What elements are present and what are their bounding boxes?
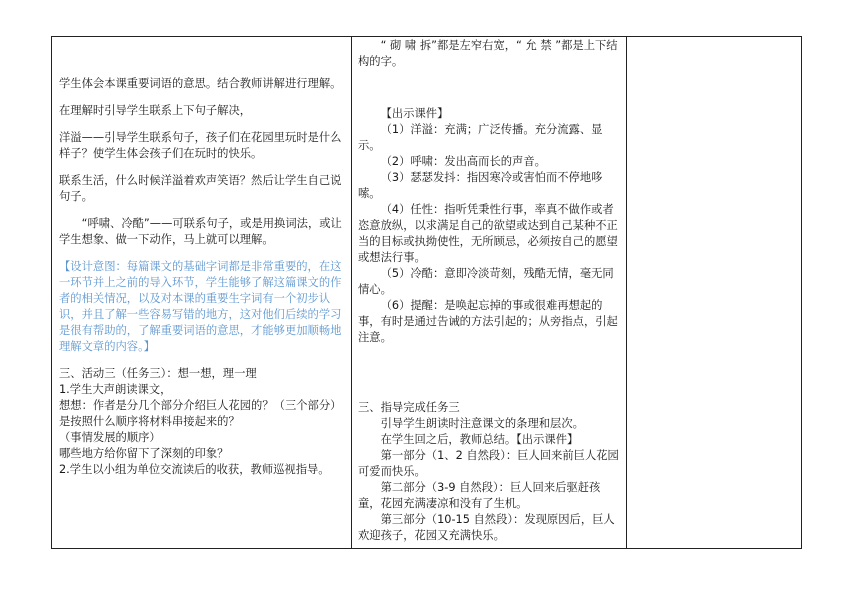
- student-activity-column: [51, 36, 351, 549]
- task-summary-text: 在学生回之后，教师总结。【出示课件】: [380, 433, 579, 446]
- activity-three-heading: 三、活动三（任务三）：想一想，理一理: [59, 367, 257, 380]
- activity-step-1: 1.学生大声朗读课文，: [59, 383, 172, 396]
- yangyi-explanation: 洋溢——引导学生联系句子，孩子们在花园里玩时是什么样子？使学生体会孩子们在玩时的快乐。: [59, 131, 342, 160]
- activity-step-2: 2.学生以小组为单位交流读后的收获，教师巡视指导。: [59, 463, 330, 476]
- task-guide-text: 引导学生朗读时注意课文的条理和层次。: [380, 417, 584, 430]
- activity-question-3: 哪些地方给你留下了深刻的印象？: [59, 447, 229, 460]
- part-three-text: 第三部分（10-15 自然段）：发现原因后，巨人欢迎孩子，花园又充满快乐。: [358, 513, 615, 542]
- word-def-1: （1）洋溢：充满；广泛传播。充分流露、显示。: [358, 123, 603, 152]
- word-def-2: （2）呼啸：发出高而长的声音。: [380, 155, 546, 168]
- vocab-goal-text: 学生体会本课重要词语的意思。结合教师讲解进行理解。: [59, 77, 342, 90]
- context-hint-text: 在理解时引导学生联系上下句子解决，: [59, 104, 252, 117]
- huxiao-lengku-explanation: “呼啸、冷酷”——可联系句子，或是用换词法，或让学生想象、做一下动作，马上就可以理解。: [59, 217, 342, 246]
- part-two-text: 第二部分（3-9 自然段）：巨人回来后驱赶孩童，花园充满凄凉和没有了生机。: [358, 481, 601, 510]
- task-three-heading: 三、指导完成任务三: [358, 401, 460, 414]
- word-def-6: （6）提醒：是唤起忘掉的事或很难再想起的事，有时是通过告诫的方法引起的；从旁指点，引起注意。: [358, 299, 618, 344]
- design-intent-note: 【设计意图：每篇课文的基础字词都是非常重要的，在这一环节并上之前的导入环节，学生能够了解这篇课文的作者的相关情况，以及对本课的重要生字词有一个初步认识，并且了解一些容易写错的地方，这对他们后续的学习是很有帮助的，了解重要词语的意思，才能够更加顺畅地理解文章的内容。】: [59, 260, 342, 353]
- teacher-activity-column: [352, 36, 626, 549]
- courseware-label: 【出示课件】: [380, 107, 449, 120]
- activity-question-2: 是按照什么顺序将材料串接起来的？: [59, 415, 240, 428]
- activity-question-1: 想想：作者是分几个部分介绍巨人花园的？（三个部分）: [59, 399, 342, 412]
- notes-column: [627, 36, 801, 549]
- life-connection-text: 联系生活，什么时候洋溢着欢声笑语？然后让学生自己说句子。: [59, 174, 342, 203]
- character-structure-note: “ 砌 啸 拆”都是左窄右宽，“ 允 禁 ”都是上下结构的字。: [358, 39, 618, 68]
- part-one-text: 第一部分（1、2 自然段）：巨人回来前巨人花园可爱而快乐。: [358, 449, 619, 478]
- table-right-border: [801, 36, 802, 549]
- word-def-5: （5）冷酷：意即冷淡苛刻，残酷无情，毫无同情心。: [358, 267, 614, 296]
- word-def-4: （4）任性：指听凭秉性行事，率真不做作或者恣意放纵，以求满足自己的欲望或达到自己某种不正当的目标或执拗使性，无所顾忌，必须按自己的愿望或想法行事。: [358, 203, 618, 264]
- word-def-3: （3）瑟瑟发抖：指因寒冷或害怕而不停地哆嗦。: [358, 171, 603, 200]
- activity-answer-2: （事情发展的顺序）: [59, 431, 161, 444]
- lesson-plan-table: [51, 36, 802, 549]
